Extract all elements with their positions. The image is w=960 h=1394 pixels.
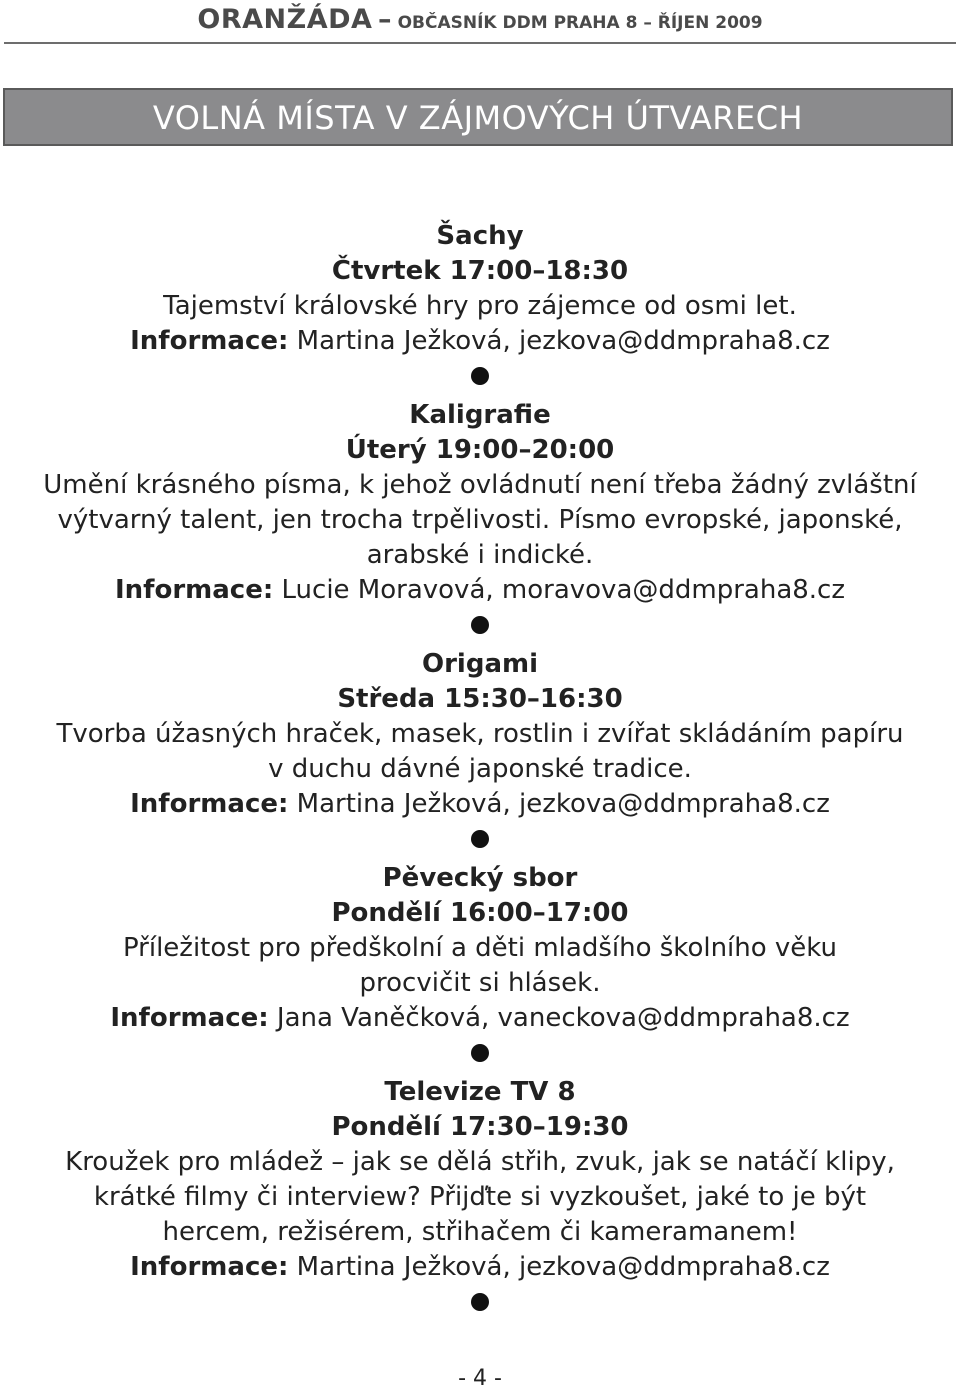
activity-choir [0, 861, 960, 1062]
activity-info [0, 573, 960, 608]
bullet-separator [471, 830, 489, 848]
info-label: Informace: [130, 326, 289, 356]
activity-list [0, 219, 960, 1324]
info-label: Informace: [130, 789, 289, 819]
activity-title: Pěvecký sbor [382, 863, 578, 893]
activity-schedule: Pondělí 17:30–19:30 [331, 1112, 629, 1142]
publication-subtitle: OBČASNÍK DDM PRAHA 8 – ŘÍJEN 2009 [397, 13, 763, 33]
activity-schedule: Středa 15:30–16:30 [337, 684, 623, 714]
activity-info [0, 1250, 960, 1285]
activity-description-line: arabské i indické. [366, 540, 594, 570]
activity-schedule: Pondělí 16:00–17:00 [331, 898, 629, 928]
activity-television [0, 1075, 960, 1311]
info-contact: Martina Ježková, jezkova@ddmpraha8.cz [296, 789, 830, 819]
activity-origami [0, 647, 960, 848]
activity-title: Kaligrafie [409, 400, 551, 430]
activity-description-line: Tvorba úžasných hraček, masek, rostlin i zvířat skládáním papíru [56, 719, 904, 749]
activity-description-line: Umění krásného písma, k jehož ovládnutí není třeba žádný zvláštní [43, 470, 917, 500]
activity-info [0, 787, 960, 822]
activity-title: Šachy [436, 221, 524, 251]
bullet-separator [471, 1044, 489, 1062]
activity-info [0, 324, 960, 359]
activity-description-line: Tajemství královské hry pro zájemce od osmi let. [163, 291, 797, 321]
info-label: Informace: [114, 575, 274, 605]
page-header [0, 0, 960, 44]
activity-chess [0, 219, 960, 385]
publication-title: ORANŽÁDA [197, 4, 373, 35]
header-separator: – [378, 4, 393, 35]
bullet-separator [471, 1293, 489, 1311]
section-banner [3, 88, 953, 146]
activity-title: Televize TV 8 [384, 1077, 576, 1107]
activity-description-line: krátké filmy či interview? Přijďte si vyzkoušet, jaké to je být [93, 1182, 867, 1212]
activity-description-line: Kroužek pro mládež – jak se dělá střih, zvuk, jak se natáčí klipy, [65, 1147, 895, 1177]
activity-description-line: procvičit si hlásek. [359, 968, 601, 998]
bullet-separator [471, 367, 489, 385]
activity-description-line: hercem, režisérem, střihačem či kameramanem! [162, 1217, 798, 1247]
bullet-separator [471, 616, 489, 634]
header-text [0, 4, 960, 35]
info-label: Informace: [110, 1003, 269, 1033]
activity-description-line: výtvarný talent, jen trocha trpělivosti. Písmo evropské, japonské, [57, 505, 903, 535]
section-title: VOLNÁ MÍSTA V ZÁJMOVÝCH ÚTVARECH [152, 99, 804, 137]
activity-calligraphy [0, 398, 960, 634]
activity-description-line: v duchu dávné japonské tradice. [268, 754, 692, 784]
activity-description-line: Příležitost pro předškolní a děti mladšího školního věku [122, 933, 838, 963]
info-contact: Martina Ježková, jezkova@ddmpraha8.cz [296, 1252, 830, 1282]
info-label: Informace: [130, 1252, 289, 1282]
info-contact: Lucie Moravová, moravova@ddmpraha8.cz [281, 575, 845, 605]
activity-info [0, 1001, 960, 1036]
header-divider [4, 42, 956, 44]
info-contact: Martina Ježková, jezkova@ddmpraha8.cz [296, 326, 830, 356]
activity-schedule: Úterý 19:00–20:00 [345, 435, 615, 465]
page-number: - 4 - [458, 1366, 502, 1391]
info-contact: Jana Vaněčková, vaneckova@ddmpraha8.cz [276, 1003, 850, 1033]
activity-title: Origami [422, 649, 538, 679]
activity-schedule: Čtvrtek 17:00–18:30 [331, 256, 629, 286]
